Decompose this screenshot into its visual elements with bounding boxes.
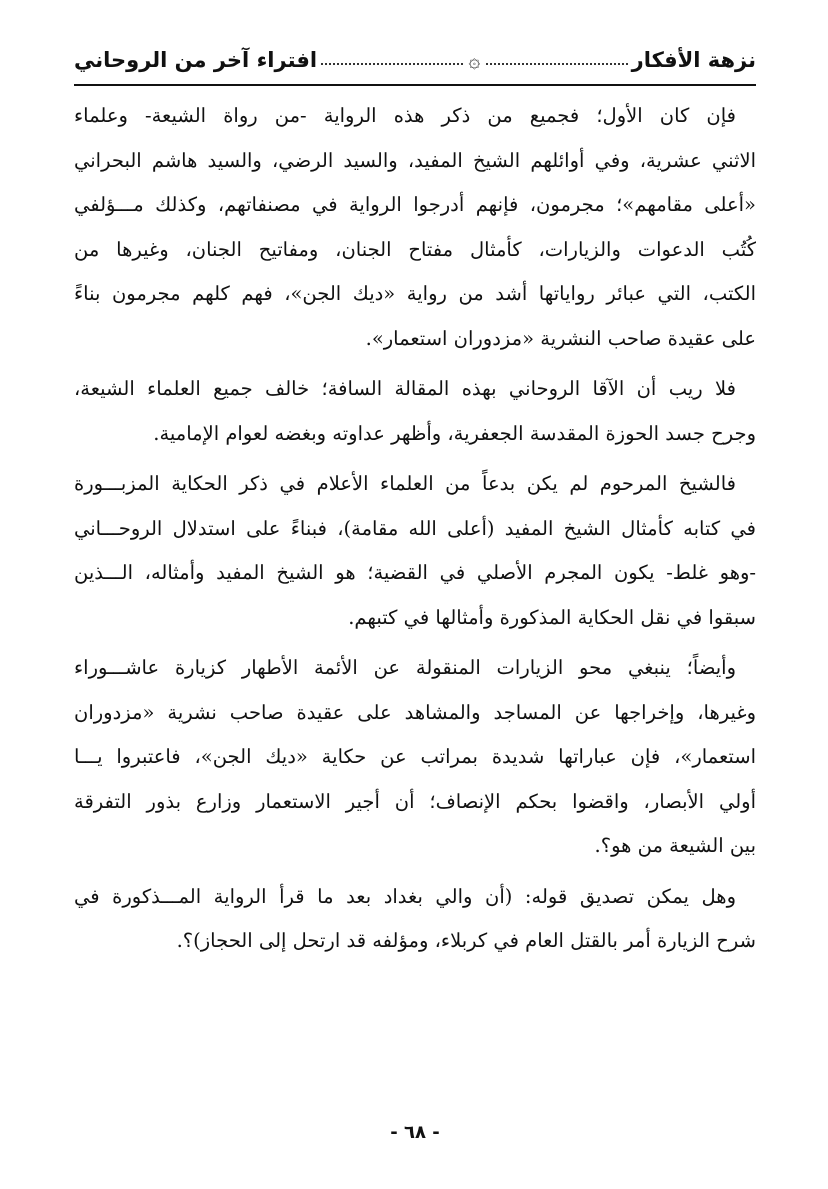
header-dotted-leader (321, 63, 462, 65)
header-dotted-leader (486, 63, 627, 65)
text-line: فالشيخ المرحوم لم يكن بدعاً من العلماء الأعلام في ذكر الحكاية المزبـــورة (74, 472, 736, 495)
text-line: أولي الأبصار، واقضوا بحكم الإنصاف؛ أن أجير الاستعمار وزارع بذور التفرقة (74, 789, 756, 813)
running-header (74, 38, 756, 82)
book-page (74, 0, 756, 1189)
page-body (74, 94, 756, 970)
text-line: سبقوا في نقل الحكاية المذكورة وأمثالها في كتبهم. (348, 605, 756, 629)
paragraph (74, 94, 756, 361)
book-title: نزهة الأفكار (631, 48, 756, 72)
text-line: فلا ريب أن الآقا الروحاني بهذه المقالة السافة؛ خالف جميع العلماء الشيعة، (74, 377, 736, 400)
text-line: استعمار»، فإن عباراتها شديدة بمراتب عن حكاية «ديك الجن»، فاعتبروا يـــا (74, 745, 756, 768)
text-line: وجرح جسد الحوزة المقدسة الجعفرية، وأظهر عداوته وبغضه لعوام الإمامية. (153, 421, 756, 445)
text-line: وغيرها، وإخراجها عن المساجد والمشاهد على عقيدة صاحب نشرية «مزدوران (74, 700, 756, 724)
text-line: كُتُب الدعوات والزيارات، كأمثال مفتاح الجنان، ومفاتيح الجنان، وغيرها من (74, 237, 756, 261)
text-line: الاثني عشرية، وفي أوائلهم الشيخ المفيد، والسيد الرضي، والسيد هاشم البحراني (74, 148, 756, 172)
text-line: -وهو غلط- يكون المجرم الأصلي في القضية؛ هو الشيخ المفيد وأمثاله، الـــذين (74, 561, 756, 584)
paragraph (74, 875, 756, 964)
text-line: في كتابه كأمثال الشيخ المفيد (أعلى الله مقامة)، فبناءً على استدلال الروحـــاني (74, 516, 756, 540)
paragraph (74, 462, 756, 640)
text-line: بين الشيعة من هو؟. (594, 834, 756, 857)
header-rule (74, 84, 756, 86)
page-number: - ٦٨ - (390, 1122, 440, 1143)
text-line: فإن كان الأول؛ فجميع من ذكر هذه الرواية -من رواة الشيعة- وعلماء (74, 104, 736, 127)
text-line: شرح الزيارة أمر بالقتل العام في كربلاء، ومؤلفه قد ارتحل إلى الحجاز)؟. (176, 929, 756, 952)
text-line: وأيضاً؛ ينبغي محو الزيارات المنقولة عن الأئمة الأطهار كزيارة عاشـــوراء (74, 656, 736, 679)
chapter-title: افتراء آخر من الروحاني (73, 48, 318, 72)
paragraph (74, 646, 756, 869)
paragraph (74, 367, 756, 456)
text-line: «أعلى مقامهم»؛ مجرمون، فإنهم أدرجوا الرواية في مصنفاتهم، وكذلك مـــؤلفي (74, 193, 756, 216)
ornament-icon: ۞ (468, 48, 481, 72)
text-line: على عقيدة صاحب النشرية «مزدوران استعمار». (365, 326, 756, 350)
text-line: الكتب، التي عبائر رواياتها أشد من رواية «ديك الجن»، فهم كلهم مجرمون بناءً (74, 282, 756, 305)
text-line: وهل يمكن تصديق قوله: (أن والي بغداد بعد ما قرأ الرواية المـــذكورة في (74, 884, 736, 908)
